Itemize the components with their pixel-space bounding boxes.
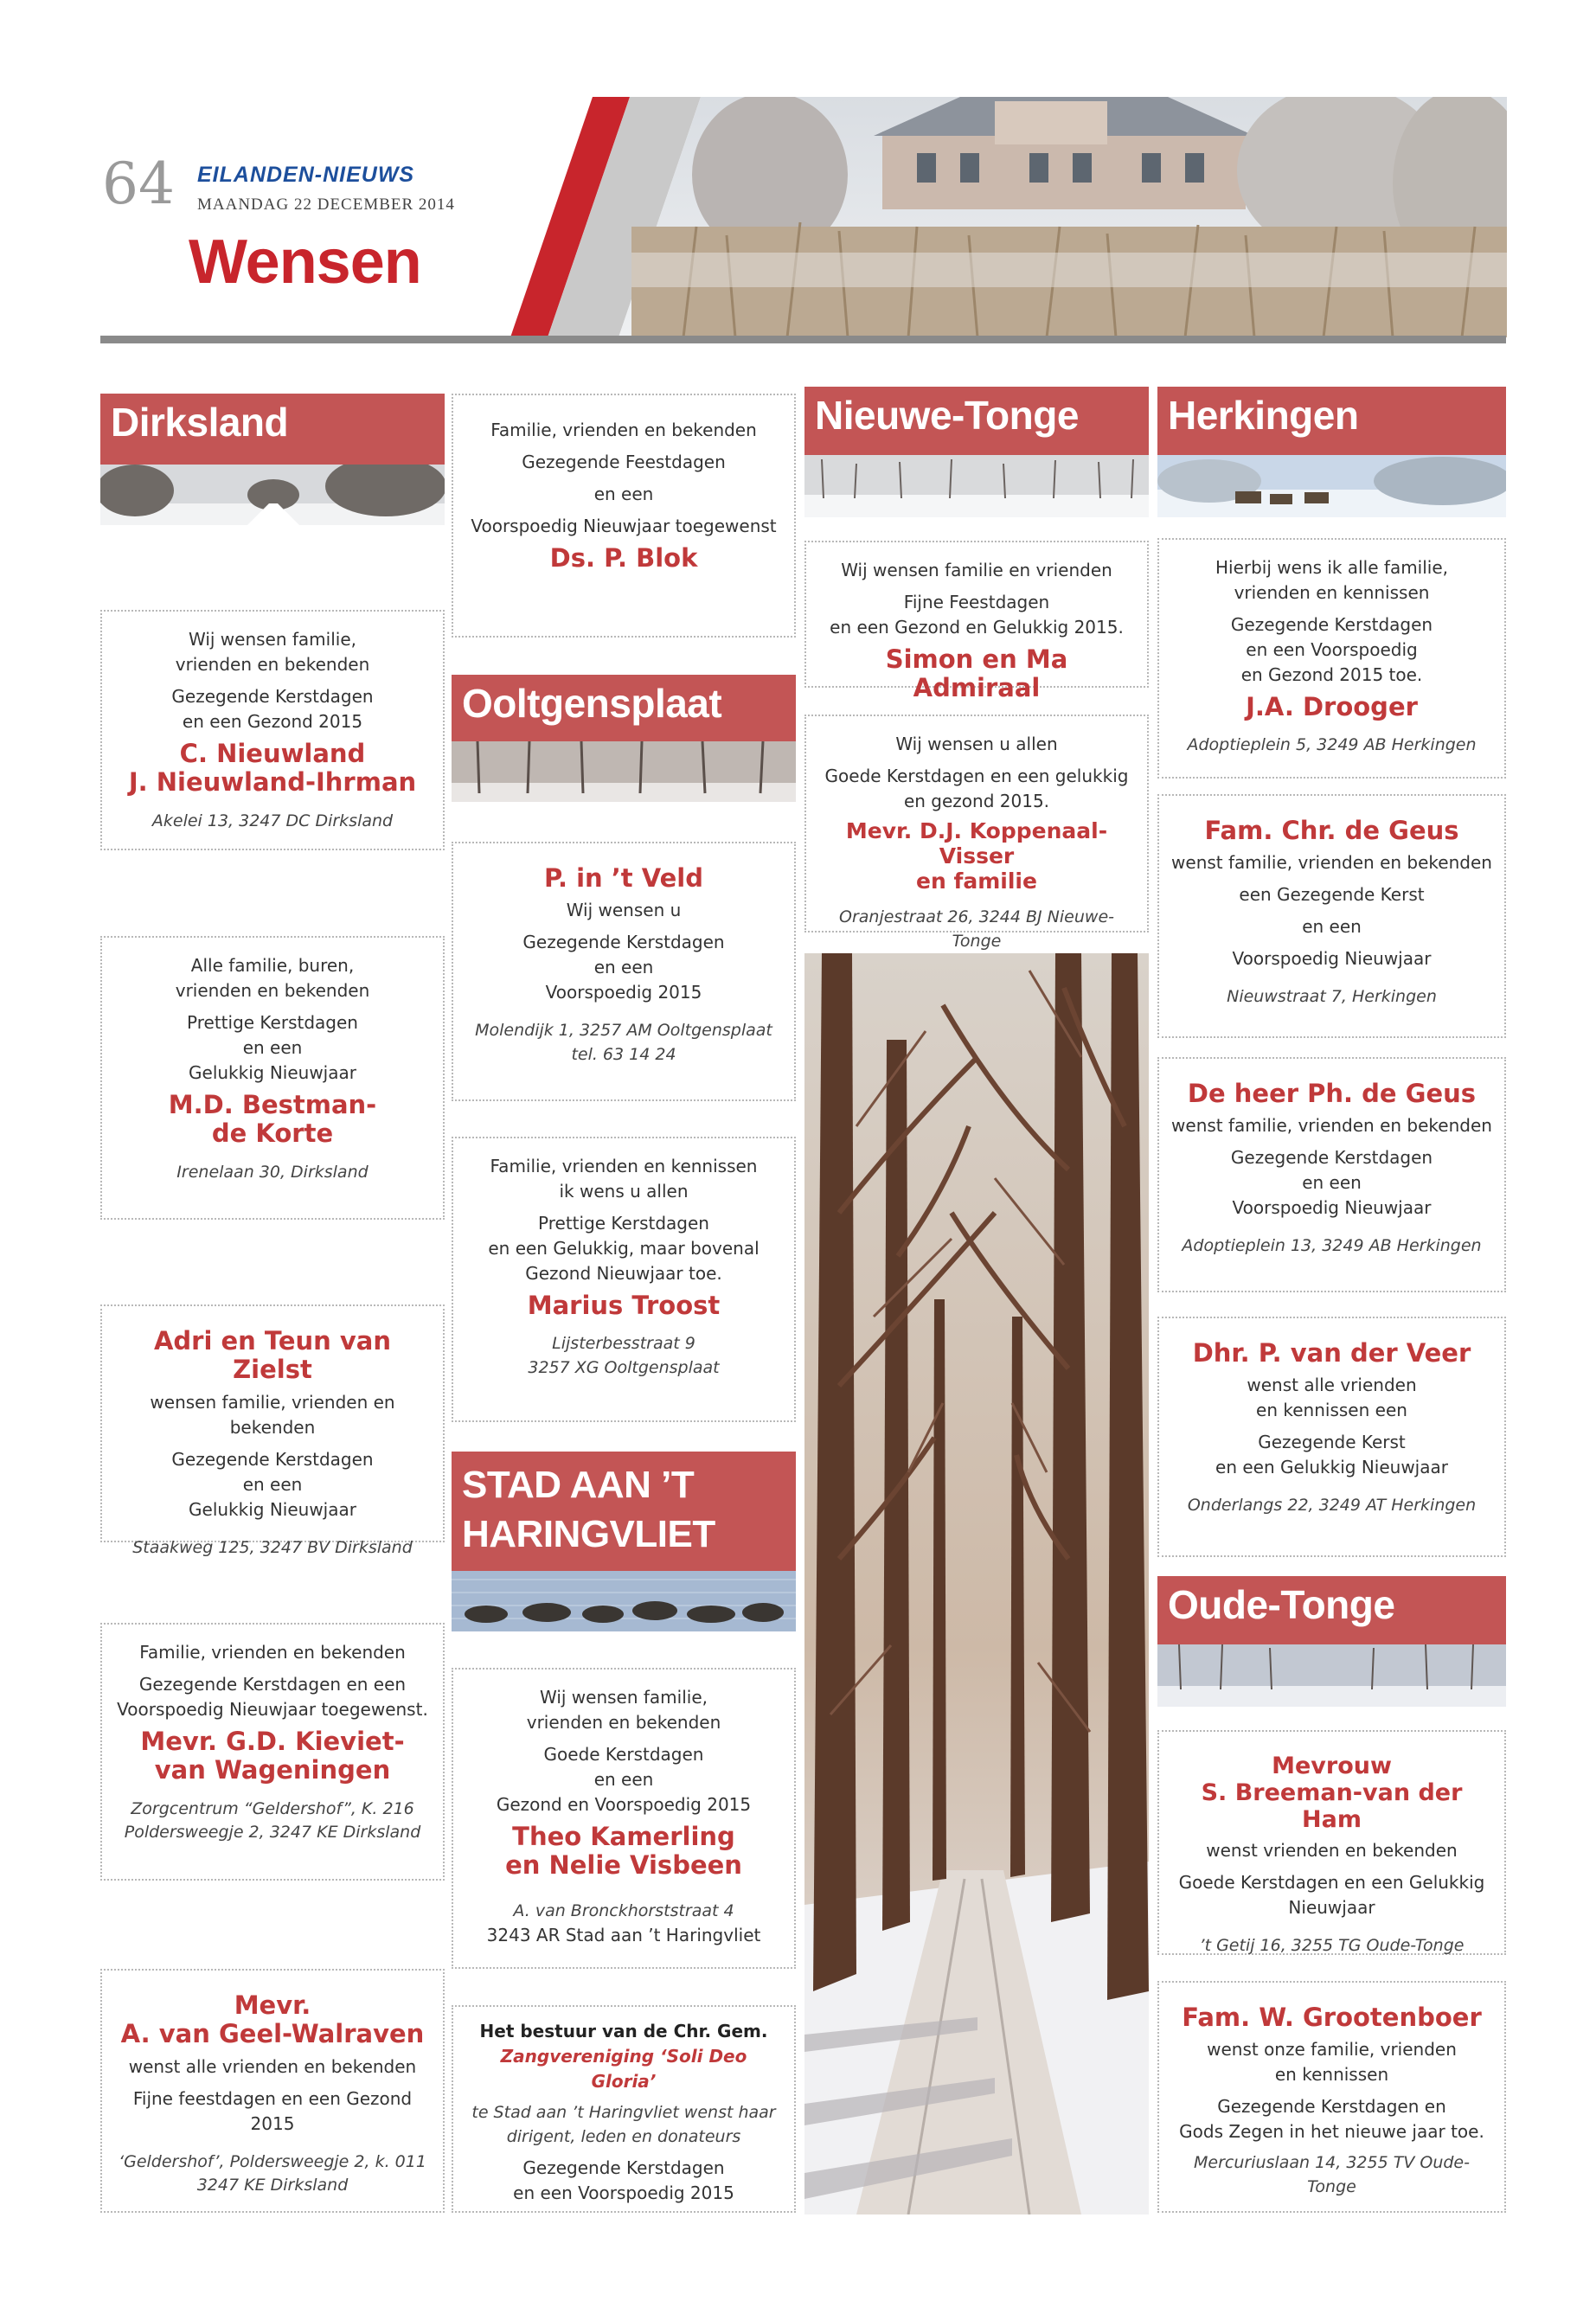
wish-card-breeman <box>1157 1730 1506 1955</box>
sender-address: ‘Geldershof’, Poldersweegje 2, k. 011 <box>119 2151 426 2171</box>
section-title: Wensen <box>189 228 421 297</box>
header-rule <box>100 336 1506 343</box>
wish-text: wenst vrienden en bekenden <box>1206 1840 1458 1862</box>
page-number: 64 <box>102 151 175 217</box>
wish-text: en gezond 2015. <box>903 791 1050 811</box>
wish-text: Wij wensen u <box>566 900 682 921</box>
wish-card-soli-deo-gloria <box>452 2005 796 2213</box>
wish-card-van-der-veer <box>1157 1317 1506 1557</box>
wish-text: en Gezond 2015 toe. <box>1240 664 1423 685</box>
wish-card-chr-de-geus <box>1157 794 1506 1038</box>
wish-text: vrienden en bekenden <box>526 1712 721 1733</box>
wish-text: Nieuwjaar <box>1288 1897 1375 1919</box>
wish-text: wenst alle vrienden <box>1247 1375 1417 1396</box>
wish-text: en een Voorspoedig 2015 <box>513 2182 734 2204</box>
publication-date: MAANDAG 22 DECEMBER 2014 <box>197 195 455 214</box>
sender-name: Fam. Chr. de Geus <box>1204 816 1459 845</box>
wish-text: te Stad aan ’t Haringvliet wenst haar <box>471 2103 776 2122</box>
sender-name: Mevr. G.D. Kieviet- van Wageningen <box>140 1727 405 1785</box>
wish-text: en een <box>242 1473 303 1495</box>
winter-lane-photo <box>804 953 1149 2214</box>
wish-text: Prettige Kerstdagen <box>187 1012 358 1033</box>
wish-text: Gezond en Voorspoedig 2015 <box>496 1794 752 1815</box>
wish-text: Wij wensen familie, <box>188 629 356 650</box>
sender-address: 3243 AR Stad aan ’t Haringvliet <box>486 1925 761 1946</box>
sender-address: tel. 63 14 24 <box>571 1044 676 1064</box>
region-header-herkingen: Herkingen <box>1157 387 1506 455</box>
sender-address: Zorgcentrum “Geldershof”, K. 216 <box>131 1798 414 1818</box>
wish-text: en een <box>1302 1172 1362 1194</box>
wish-text: Familie, vrienden en kennissen <box>490 1156 758 1176</box>
sender-address: Oranjestraat 26, 3244 BJ Nieuwe-Tonge <box>839 907 1114 951</box>
sender-name: Adri en Teun van Zielst <box>153 1326 392 1385</box>
wish-card-veld <box>452 842 796 1101</box>
wish-text: wenst onze familie, vrienden <box>1207 2039 1457 2061</box>
wish-card-zielst <box>100 1304 445 1557</box>
sender-address: Adoptieplein 13, 3249 AB Herkingen <box>1182 1236 1482 1256</box>
wish-text: Gezegende Kerstdagen en een <box>138 1674 407 1695</box>
wish-text: Gezond Nieuwjaar toe. <box>525 1263 722 1284</box>
wish-text: vrienden en bekenden <box>175 654 370 675</box>
wish-card-grootenboer <box>1157 1981 1506 2213</box>
wish-card-ph-de-geus <box>1157 1057 1506 1292</box>
wish-text: Familie, vrienden en bekenden <box>139 1642 406 1663</box>
wish-text: wensen familie, vrienden en bekenden <box>150 1391 395 1438</box>
wish-text: en een <box>593 957 654 978</box>
wish-card-admiraal <box>804 541 1149 703</box>
sender-address: Mercuriuslaan 14, 3255 TV Oude-Tonge <box>1194 2153 1470 2196</box>
sender-address: Onderlangs 22, 3249 AT Herkingen <box>1187 1496 1477 1516</box>
sender-name: Fam. W. Grootenboer <box>1182 2003 1482 2032</box>
wish-text: Wij wensen familie en vrienden <box>841 560 1112 580</box>
wish-text: Gezegende Kerstdagen <box>522 932 725 953</box>
choir-name: Zangvereniging ‘Soli Deo Gloria’ <box>500 2046 747 2092</box>
winter-banner-nieuwe-tonge <box>804 455 1149 517</box>
sender-address: ’t Getij 16, 3255 TG Oude-Tonge <box>1199 1936 1465 1956</box>
wish-text: en een <box>593 484 654 504</box>
wish-text: en een Gelukkig Nieuwjaar <box>1215 1457 1448 1478</box>
sender-name: C. Nieuwland J. Nieuwland-Ihrman <box>128 739 417 798</box>
wish-text: Gelukkig Nieuwjaar <box>189 1062 356 1083</box>
wish-text: Gezegende Feestdagen <box>522 452 726 472</box>
wish-text: Familie, vrienden en bekenden <box>490 420 757 440</box>
wish-card-nieuwland <box>100 610 445 850</box>
wish-text: Voorspoedig Nieuwjaar <box>1232 1197 1432 1219</box>
sender-address: 3247 KE Dirksland <box>196 2176 349 2195</box>
sender-address: A. van Bronckhorststraat 4 <box>513 1900 734 1920</box>
region-header-ooltgensplaat: Ooltgensplaat <box>452 675 796 741</box>
wish-text: en een Gelukkig, maar bovenal <box>488 1238 760 1259</box>
wish-card-blok <box>452 394 796 638</box>
region-header-dirksland: Dirksland <box>100 394 445 465</box>
wish-text: Gezegende Kerstdagen <box>1230 1147 1433 1169</box>
wish-text: ik wens u allen <box>559 1181 689 1202</box>
wish-text: en een <box>1302 916 1362 938</box>
wish-text: wenst alle vrienden en bekenden <box>128 2055 417 2077</box>
sender-name: Mevr. A. van Geel-Walraven <box>120 1990 425 2049</box>
wish-text: Voorspoedig Nieuwjaar <box>1232 948 1432 970</box>
wish-text: en een <box>593 1769 654 1790</box>
wish-card-bestman <box>100 936 445 1220</box>
wish-text: vrienden en bekenden <box>175 980 370 1001</box>
sender-name: Mevr. D.J. Koppenaal-Visser en familie <box>845 818 1108 894</box>
wish-text: vrienden en kennissen <box>1234 582 1430 603</box>
sender-address: Irenelaan 30, Dirksland <box>176 1162 369 1182</box>
newspaper-logo: EILANDEN-NIEUWS <box>197 163 415 187</box>
sender-address: 3257 XG Ooltgensplaat <box>528 1357 720 1377</box>
sender-address: Adoptieplein 5, 3249 AB Herkingen <box>1187 735 1477 755</box>
wish-text: Gezegende Kerstdagen en <box>1217 2096 1446 2118</box>
wish-text: Wij wensen familie, <box>539 1687 708 1708</box>
wish-text: en een <box>242 1037 303 1058</box>
winter-banner-dirksland <box>100 465 445 525</box>
sender-name: Marius Troost <box>527 1291 721 1320</box>
wish-text: Prettige Kerstdagen <box>538 1213 709 1234</box>
wish-text: en een Gezond en Gelukkig 2015. <box>830 617 1124 638</box>
wish-text: Gezegende Kerstdagen <box>171 1448 374 1470</box>
wish-text: Fijne feestdagen en een Gezond 2015 <box>132 2087 413 2134</box>
wish-text: Goede Kerstdagen en een Gelukkig <box>1178 1872 1485 1894</box>
sender-name: J.A. Drooger <box>1246 692 1418 721</box>
wish-text: en kennissen een <box>1256 1400 1407 1421</box>
sender-address: Molendijk 1, 3257 AM Ooltgensplaat <box>475 1021 772 1041</box>
sender-name: Theo Kamerling en Nelie Visbeen <box>505 1822 742 1881</box>
wish-text: Gelukkig Nieuwjaar <box>189 1498 356 1520</box>
sender-address: Lijsterbesstraat 9 <box>552 1334 695 1354</box>
wish-card-kieviet <box>100 1623 445 1881</box>
wish-text: Gezegende Kerstdagen <box>171 686 374 707</box>
wish-text: Alle familie, buren, <box>190 955 355 976</box>
wish-text: Voorspoedig Nieuwjaar toegewenst <box>471 516 777 536</box>
region-header-stad-aan-t-haringvliet: STAD AAN ’T HARINGVLIET <box>452 1452 796 1571</box>
wish-text: Gezegende Kerst <box>1258 1432 1406 1453</box>
sender-name: Dhr. P. van der Veer <box>1192 1338 1471 1368</box>
sender-name: M.D. Bestman- de Korte <box>168 1090 377 1149</box>
wish-card-kamerling <box>452 1668 796 1969</box>
region-header-nieuwe-tonge: Nieuwe-Tonge <box>804 387 1149 455</box>
sender-address: Staakweg 125, 3247 BV Dirksland <box>132 1537 413 1557</box>
wish-text: Hierbij wens ik alle familie, <box>1215 557 1449 578</box>
wish-text: en kennissen <box>1274 2064 1389 2086</box>
wish-text: Wij wensen u allen <box>895 734 1058 754</box>
wish-text: een Gezegende Kerst <box>1239 884 1425 906</box>
sender-address: Akelei 13, 3247 DC Dirksland <box>151 811 394 830</box>
wish-text: Voorspoedig 2015 <box>545 982 702 1003</box>
wish-text: Goede Kerstdagen en een gelukkig <box>824 766 1129 786</box>
wish-text: Voorspoedig Nieuwjaar toegewenst. <box>117 1699 428 1720</box>
wish-card-koppenaal <box>804 715 1149 951</box>
header-photo <box>510 97 1507 337</box>
wish-text: Gezegende Kerstdagen <box>522 2157 725 2179</box>
wish-text: en een Voorspoedig <box>1246 639 1418 660</box>
sender-name: P. in ’t Veld <box>544 863 703 893</box>
wish-text: dirigent, leden en donateurs <box>506 2126 741 2146</box>
sender-address: Nieuwstraat 7, Herkingen <box>1227 987 1437 1007</box>
wish-text: wenst familie, vrienden en bekenden <box>1171 852 1492 874</box>
wish-card-drooger <box>1157 538 1506 779</box>
wish-text: Fijne Feestdagen <box>903 592 1050 612</box>
wish-text: Gods Zegen in het nieuwe jaar toe. <box>1179 2121 1484 2143</box>
wish-text: Goede Kerstdagen <box>543 1744 704 1765</box>
region-header-oude-tonge: Oude-Tonge <box>1157 1576 1506 1644</box>
geese-banner-haringvliet <box>452 1571 796 1631</box>
wish-text: Gezegende Kerstdagen <box>1230 614 1433 635</box>
winter-banner-oude-tonge <box>1157 1644 1506 1707</box>
wish-text: en een Gezond 2015 <box>182 711 363 732</box>
choir-text: Het bestuur van de Chr. Gem. <box>479 2021 768 2041</box>
wish-card-geel <box>100 1969 445 2213</box>
sender-address: Poldersweegje 2, 3247 KE Dirksland <box>124 1823 421 1843</box>
sender-name: De heer Ph. de Geus <box>1187 1079 1477 1108</box>
sender-name: Simon en Ma Admiraal <box>885 644 1068 703</box>
wish-text: wenst familie, vrienden en bekenden <box>1171 1115 1492 1137</box>
wish-card-troost <box>452 1137 796 1422</box>
sender-name: Ds. P. Blok <box>549 543 698 573</box>
sender-name: Mevrouw S. Breeman-van der Ham <box>1201 1753 1463 1834</box>
winter-banner-herkingen <box>1157 455 1506 517</box>
winter-banner-ooltgensplaat <box>452 741 796 802</box>
